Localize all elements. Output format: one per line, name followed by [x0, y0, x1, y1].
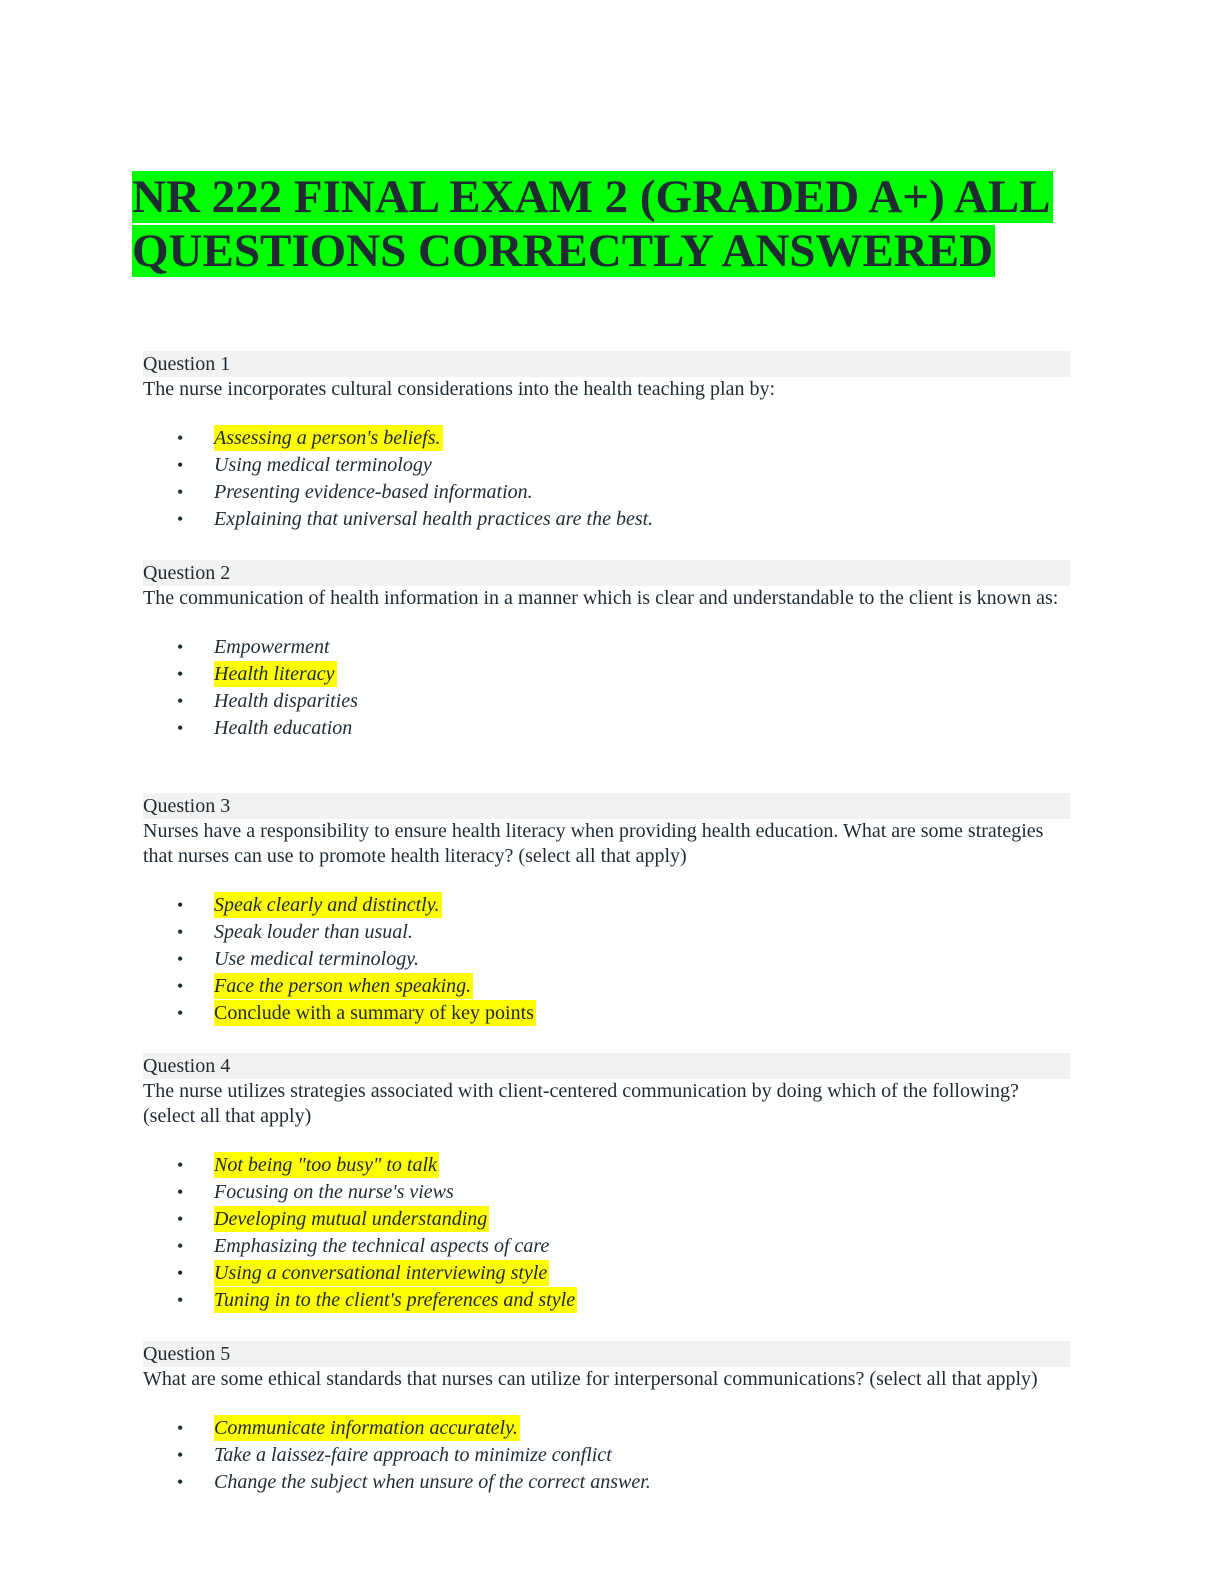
bullet-icon: • — [177, 922, 184, 942]
answer-list — [143, 892, 1070, 1027]
question-label: Question 2 — [143, 560, 1070, 586]
bullet-icon: • — [177, 949, 184, 969]
bullet-icon: • — [177, 1209, 184, 1229]
answer-option: • Health education — [143, 715, 1070, 742]
question-text: Nurses have a responsibility to ensure health literacy when providing health education. What are some strategies that nurses can use to promote health literacy? (select all that apply) — [143, 820, 1044, 867]
bullet-icon: • — [177, 1472, 184, 1492]
answer-list — [143, 1415, 1070, 1496]
answer-option: • Speak clearly and distinctly. — [143, 892, 1070, 919]
bullet-icon: • — [177, 1003, 184, 1023]
bullet-icon: • — [177, 1236, 184, 1256]
answer-option: • Change the subject when unsure of the correct answer. — [143, 1469, 1070, 1496]
bullet-icon: • — [177, 1290, 184, 1310]
bullet-icon: • — [177, 664, 184, 684]
question-text: The communication of health information in a manner which is clear and understandable to the client is known as: — [143, 587, 1059, 609]
question-label: Question 3 — [143, 793, 1070, 819]
bullet-icon: • — [177, 718, 184, 738]
answer-option: • Presenting evidence-based information. — [143, 479, 1070, 506]
bullet-icon: • — [177, 637, 184, 657]
bullet-icon: • — [177, 1182, 184, 1202]
question-text: The nurse incorporates cultural considerations into the health teaching plan by: — [143, 378, 776, 400]
answer-option: • Face the person when speaking. — [143, 973, 1070, 1000]
answer-option: • Health literacy — [143, 661, 1070, 688]
answer-option: • Communicate information accurately. — [143, 1415, 1070, 1442]
answer-list — [143, 425, 1070, 533]
bullet-icon: • — [177, 455, 184, 475]
answer-option: • Developing mutual understanding — [143, 1206, 1070, 1233]
answer-option: • Conclude with a summary of key points — [143, 1000, 1070, 1027]
bullet-icon: • — [177, 1155, 184, 1175]
answer-option: • Not being "too busy" to talk — [143, 1152, 1070, 1179]
answer-option: • Using medical terminology — [143, 452, 1070, 479]
question-text: What are some ethical standards that nurses can utilize for interpersonal communications? (select all that apply) — [143, 1368, 1038, 1390]
question-label: Question 5 — [143, 1341, 1070, 1367]
question-1 — [143, 351, 1070, 533]
bullet-icon: • — [177, 428, 184, 448]
question-2 — [143, 560, 1070, 742]
document-title — [132, 170, 1092, 278]
question-text: The nurse utilizes strategies associated with client-centered communication by doing which of the following? (select all that apply) — [143, 1080, 1019, 1127]
answer-option: • Explaining that universal health practices are the best. — [143, 506, 1070, 533]
answer-list — [143, 634, 1070, 742]
question-3 — [143, 793, 1070, 1027]
bullet-icon: • — [177, 482, 184, 502]
bullet-icon: • — [177, 895, 184, 915]
question-label: Question 1 — [143, 351, 1070, 377]
answer-list — [143, 1152, 1070, 1314]
bullet-icon: • — [177, 1445, 184, 1465]
question-label: Question 4 — [143, 1053, 1070, 1079]
bullet-icon: • — [177, 1418, 184, 1438]
bullet-icon: • — [177, 1263, 184, 1283]
bullet-icon: • — [177, 976, 184, 996]
answer-option: • Speak louder than usual. — [143, 919, 1070, 946]
answer-option: • Using a conversational interviewing style — [143, 1260, 1070, 1287]
answer-option: • Take a laissez-faire approach to minimize conflict — [143, 1442, 1070, 1469]
answer-option: • Health disparities — [143, 688, 1070, 715]
answer-option: • Focusing on the nurse's views — [143, 1179, 1070, 1206]
answer-option: • Emphasizing the technical aspects of care — [143, 1233, 1070, 1260]
answer-option: • Empowerment — [143, 634, 1070, 661]
question-4 — [143, 1053, 1070, 1314]
bullet-icon: • — [177, 509, 184, 529]
answer-option: • Use medical terminology. — [143, 946, 1070, 973]
answer-option: • Assessing a person's beliefs. — [143, 425, 1070, 452]
document-title-text: NR 222 FINAL EXAM 2 (GRADED A+) ALL QUESTIONS CORRECTLY ANSWERED — [132, 171, 1051, 277]
question-5 — [143, 1341, 1070, 1496]
bullet-icon: • — [177, 691, 184, 711]
answer-option: • Tuning in to the client's preferences and style — [143, 1287, 1070, 1314]
